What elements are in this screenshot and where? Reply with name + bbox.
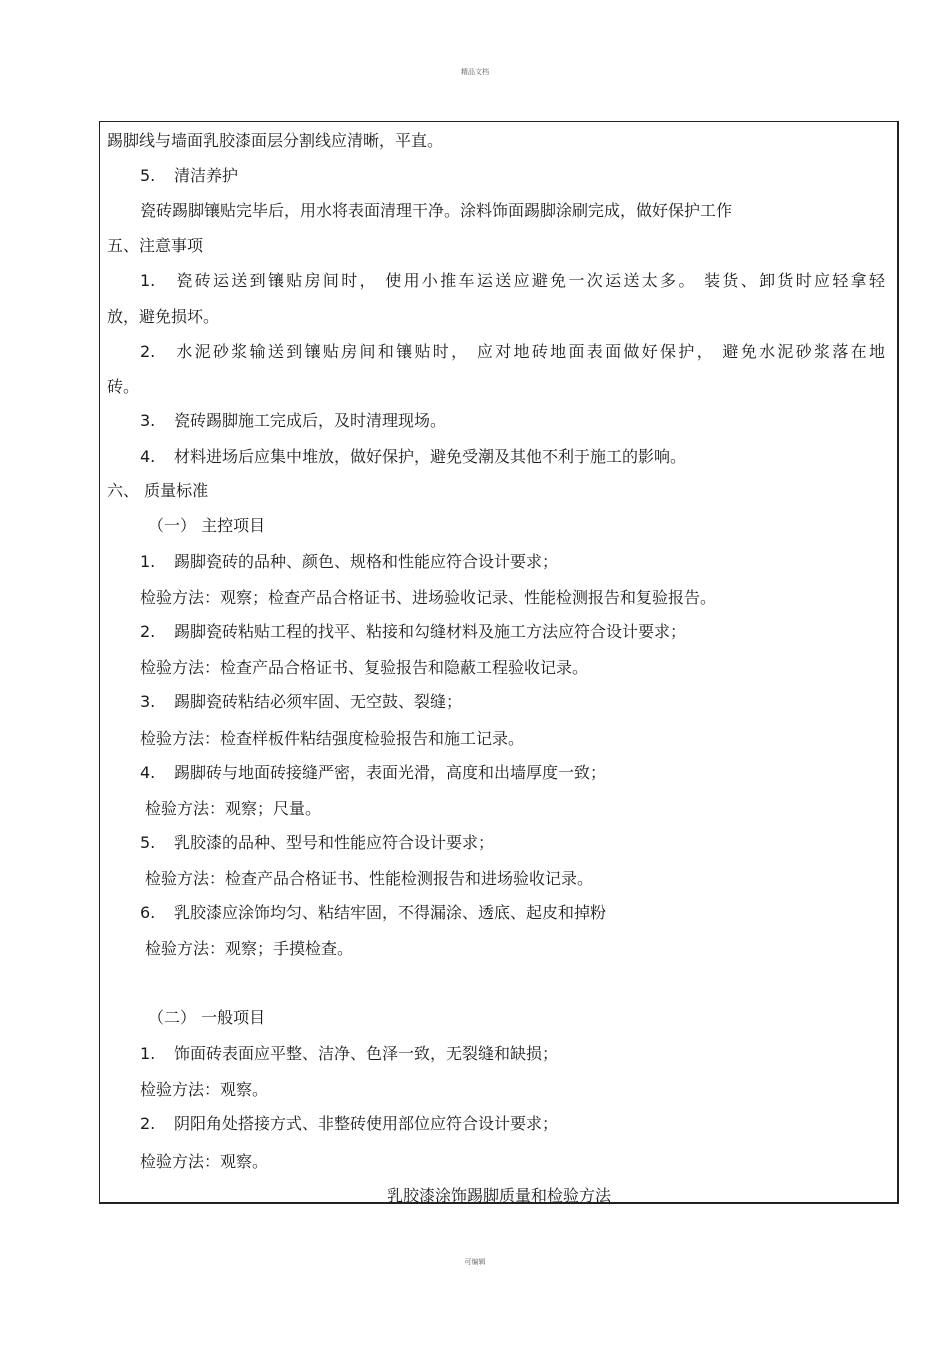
list-item [140, 447, 686, 467]
item-text: 材料进场后应集中堆放，做好保护，避免受潮及其他不利于施工的影响。 [174, 447, 687, 466]
inspection-method: 检验方法：检查产品合格证书、复验报告和隐蔽工程验收记录。 [140, 658, 589, 677]
text-line: 放，避免损坏。 [107, 307, 220, 326]
item-number: 4. [140, 447, 156, 466]
item-number: 1. [140, 1044, 156, 1063]
item-number: 3. [140, 411, 156, 430]
subsection-heading: （二） 一般项目 [148, 1008, 266, 1027]
item-text: 饰面砖表面应平整、洁净、色泽一致，无裂缝和缺损； [174, 1044, 559, 1063]
header-note: 精品文档 [461, 68, 489, 76]
section-heading: 五、注意事项 [107, 236, 204, 255]
item-text: 乳胶漆应涂饰均匀、粘结牢固，不得漏涂、透底、起皮和掉粉 [174, 903, 607, 922]
list-item [140, 1044, 558, 1064]
inspection-method: 检验方法：观察；检查产品合格证书、进场验收记录、性能检测报告和复验报告。 [140, 588, 717, 607]
list-item [140, 833, 494, 853]
section-heading: 六、 质量标准 [107, 481, 209, 500]
list-item [140, 552, 558, 572]
inspection-method: 检验方法：观察。 [140, 1152, 269, 1171]
item-number: 6. [140, 903, 156, 922]
list-item [140, 903, 606, 923]
text-line: 踢脚线与墙面乳胶漆面层分割线应清晰，平直。 [107, 131, 444, 150]
item-text: 瓷砖运送到镶贴房间时， 使用小推车运送应避免一次运送太多。 装货、卸货时应轻拿轻 [174, 271, 885, 290]
list-item [140, 622, 686, 642]
item-number: 2. [140, 1114, 156, 1133]
item-number: 2. [140, 342, 156, 361]
list-item [140, 1114, 558, 1134]
inspection-method: 检验方法：观察；尺量。 [145, 799, 322, 818]
list-item [140, 763, 606, 783]
list-item [140, 342, 885, 362]
table-caption: 乳胶漆涂饰踢脚质量和检验方法 [386, 1186, 611, 1205]
item-number: 1. [140, 271, 156, 290]
list-item [140, 271, 885, 291]
item-number: 3. [140, 692, 156, 711]
item-text: 踢脚瓷砖的品种、颜色、规格和性能应符合设计要求； [174, 552, 559, 571]
text-line: 瓷砖踢脚镶贴完毕后，用水将表面清理干净。涂料饰面踢脚涂刷完成，做好保护工作 [140, 201, 733, 220]
item-text: 水泥砂浆输送到镶贴房间和镶贴时， 应对地砖地面表面做好保护， 避免水泥砂浆落在地 [174, 342, 885, 361]
footer-note: 可编辑 [464, 1258, 486, 1266]
item-number: 1. [140, 552, 156, 571]
item-text: 乳胶漆的品种、型号和性能应符合设计要求； [174, 833, 495, 852]
text-line: 砖。 [107, 377, 140, 396]
step-text: 清洁养护 [174, 166, 239, 185]
inspection-method: 检验方法：检查样板件粘结强度检验报告和施工记录。 [140, 729, 525, 748]
item-number: 2. [140, 622, 156, 641]
item-number: 5. [140, 833, 156, 852]
list-item [140, 692, 462, 712]
inspection-method: 检验方法：检查产品合格证书、性能检测报告和进场验收记录。 [145, 869, 594, 888]
step-heading [140, 166, 238, 186]
item-number: 4. [140, 763, 156, 782]
subsection-heading: （一） 主控项目 [148, 516, 266, 535]
list-item [140, 411, 446, 431]
step-number: 5. [140, 166, 156, 185]
inspection-method: 检验方法：观察。 [140, 1080, 269, 1099]
item-text: 阴阳角处搭接方式、非整砖使用部位应符合设计要求； [174, 1114, 559, 1133]
item-text: 瓷砖踢脚施工完成后，及时清理现场。 [174, 411, 447, 430]
item-text: 踢脚砖与地面砖接缝严密，表面光滑，高度和出墙厚度一致； [174, 763, 607, 782]
item-text: 踢脚瓷砖粘贴工程的找平、粘接和勾缝材料及施工方法应符合设计要求； [174, 622, 687, 641]
inspection-method: 检验方法：观察；手摸检查。 [145, 939, 354, 958]
item-text: 踢脚瓷砖粘结必须牢固、无空鼓、裂缝； [174, 692, 463, 711]
